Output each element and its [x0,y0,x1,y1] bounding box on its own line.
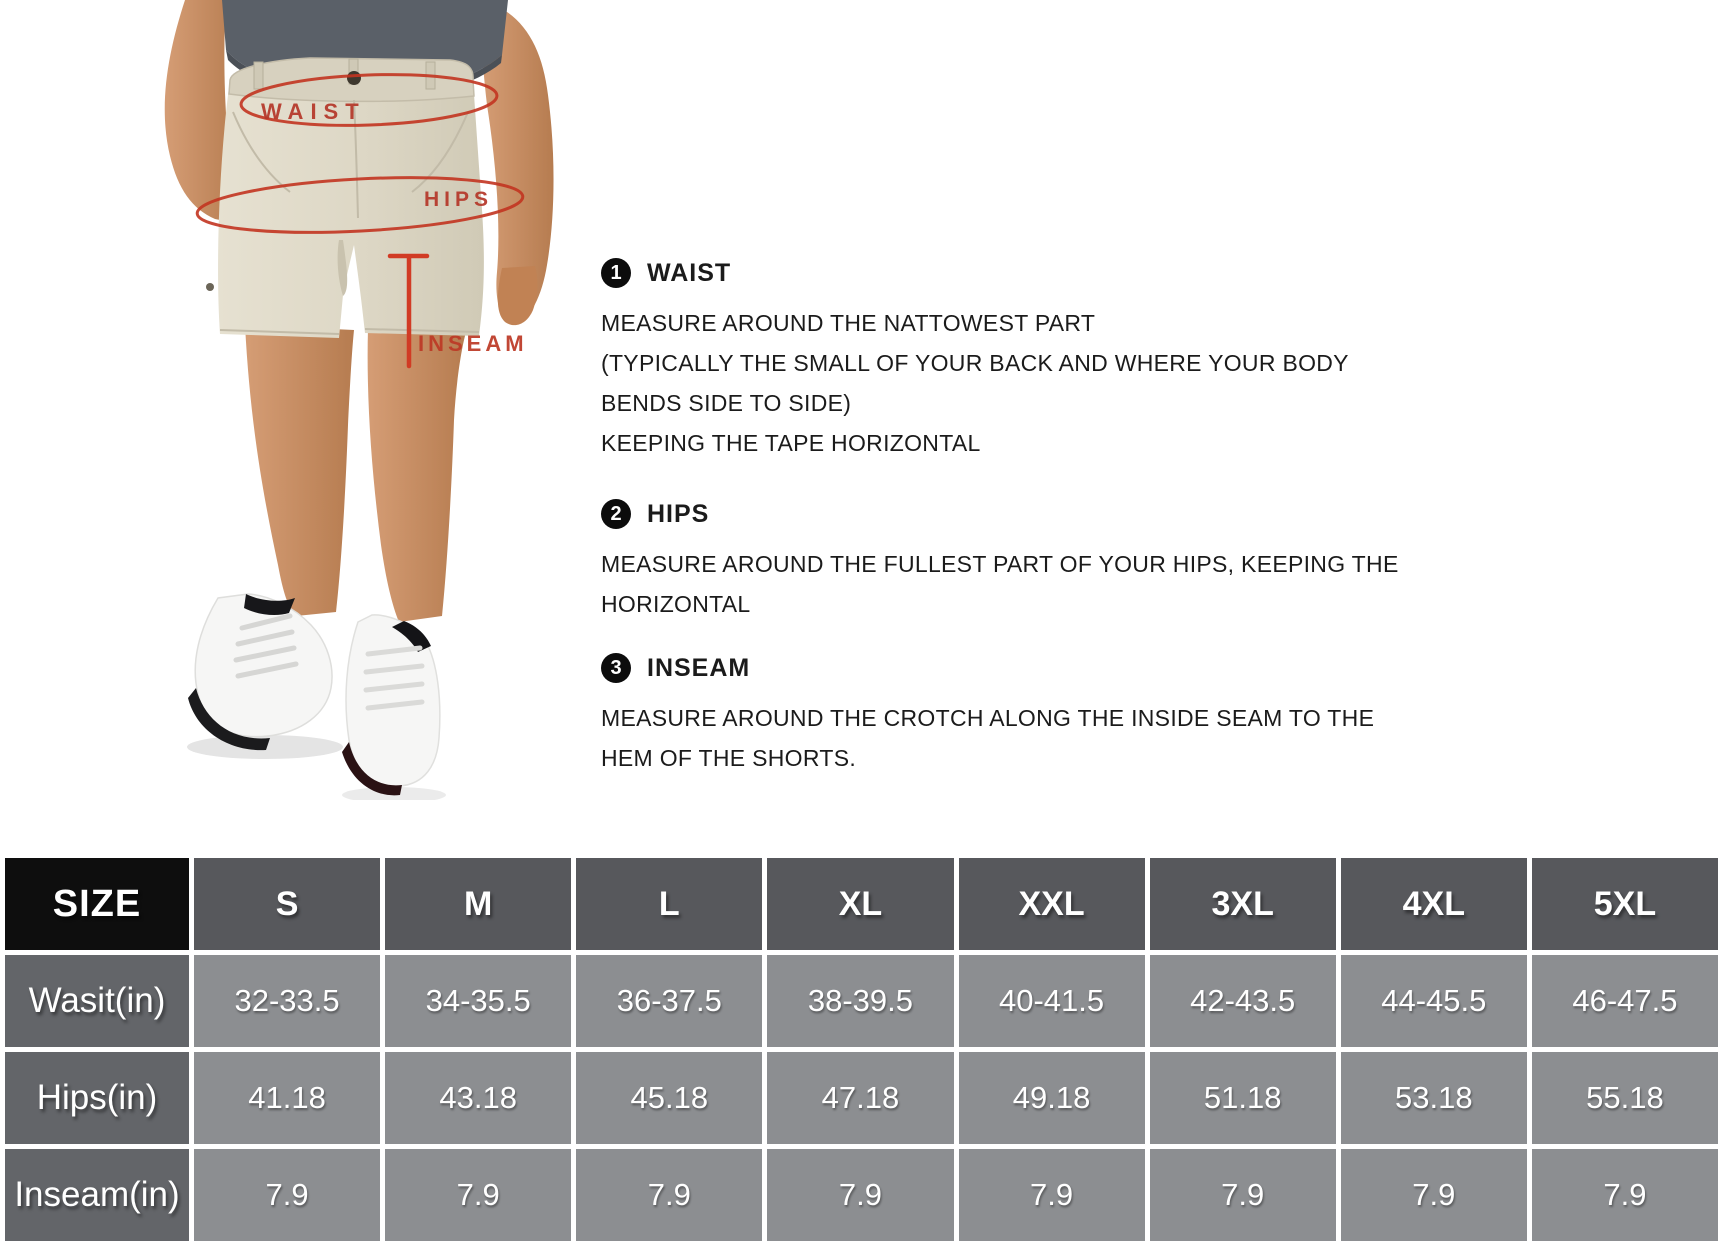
inseam-value-5xl: 7.9 [1532,1149,1718,1241]
step-1-badge: 1 [601,258,631,288]
instruction-hips [601,497,1401,624]
table-header-m: M [385,858,571,950]
hips-value-m: 43.18 [385,1052,571,1144]
inseam-value-xxl: 7.9 [959,1149,1145,1241]
inseam-value-xl: 7.9 [767,1149,953,1241]
step-2-badge: 2 [601,499,631,529]
waist-value-m: 34-35.5 [385,955,571,1047]
inseam-value-4xl: 7.9 [1341,1149,1527,1241]
hips-value-xl: 47.18 [767,1052,953,1144]
instruction-line: KEEPING THE TAPE HORIZONTAL [601,430,981,456]
model-photo-area [130,0,600,800]
right-leg [368,328,466,622]
waist-value-s: 32-33.5 [194,955,380,1047]
hips-value-l: 45.18 [576,1052,762,1144]
table-header-5xl: 5XL [1532,858,1718,950]
row-label-waist: Wasit(in) [5,955,189,1047]
inseam-annotation-label: INSEAM [418,331,528,356]
table-header-l: L [576,858,762,950]
table-header-xl: XL [767,858,953,950]
instruction-inseam [601,651,1401,778]
hips-value-s: 41.18 [194,1052,380,1144]
instruction-hips-title: HIPS [647,499,710,528]
instruction-waist-title: WAIST [647,258,732,287]
measurement-instructions [601,256,1401,778]
waist-value-3xl: 42-43.5 [1150,955,1336,1047]
step-3-badge: 3 [601,653,631,683]
row-label-hips: Hips(in) [5,1052,189,1144]
instruction-inseam-title: INSEAM [647,653,751,682]
left-leg [245,325,354,616]
table-header-s: S [194,858,380,950]
waist-annotation-label: WAIST [261,99,366,124]
instruction-waist-heading [601,256,1401,290]
right-hand-fingers [498,266,538,325]
hips-value-5xl: 55.18 [1532,1052,1718,1144]
inseam-value-l: 7.9 [576,1149,762,1241]
table-header-size: SIZE [5,858,189,950]
instruction-line: MEASURE AROUND THE FULLEST PART OF YOUR HIPS, KEEPING THE [601,551,1399,577]
waist-value-xxl: 40-41.5 [959,955,1145,1047]
instruction-line: HORIZONTAL [601,591,751,617]
instruction-line: MEASURE AROUND THE CROTCH ALONG THE INSIDE SEAM TO THE [601,705,1375,731]
inseam-value-3xl: 7.9 [1150,1149,1336,1241]
instruction-inseam-heading [601,651,1401,685]
size-chart-table [5,858,1718,1241]
table-header-3xl: 3XL [1150,858,1336,950]
instruction-line: (TYPICALLY THE SMALL OF YOUR BACK AND WHERE YOUR BODY [601,350,1349,376]
hips-value-3xl: 51.18 [1150,1052,1336,1144]
table-header-xxl: XXL [959,858,1145,950]
hips-value-xxl: 49.18 [959,1052,1145,1144]
table-header-4xl: 4XL [1341,858,1527,950]
waist-value-5xl: 46-47.5 [1532,955,1718,1047]
instruction-hips-heading [601,497,1401,531]
inseam-value-s: 7.9 [194,1149,380,1241]
row-label-inseam: Inseam(in) [5,1149,189,1241]
waist-value-xl: 38-39.5 [767,955,953,1047]
instruction-line: BENDS SIDE TO SIDE) [601,390,852,416]
hips-annotation-label: HIPS [424,188,494,211]
inseam-value-m: 7.9 [385,1149,571,1241]
instruction-line: HEM OF THE SHORTS. [601,745,857,771]
waist-value-4xl: 44-45.5 [1341,955,1527,1047]
zipper-pull [206,283,214,291]
instruction-waist [601,256,1401,463]
shorts-button [347,71,361,85]
left-shoe [195,594,332,737]
instruction-line: MEASURE AROUND THE NATTOWEST PART [601,310,1096,336]
waist-value-l: 36-37.5 [576,955,762,1047]
hips-value-4xl: 53.18 [1341,1052,1527,1144]
